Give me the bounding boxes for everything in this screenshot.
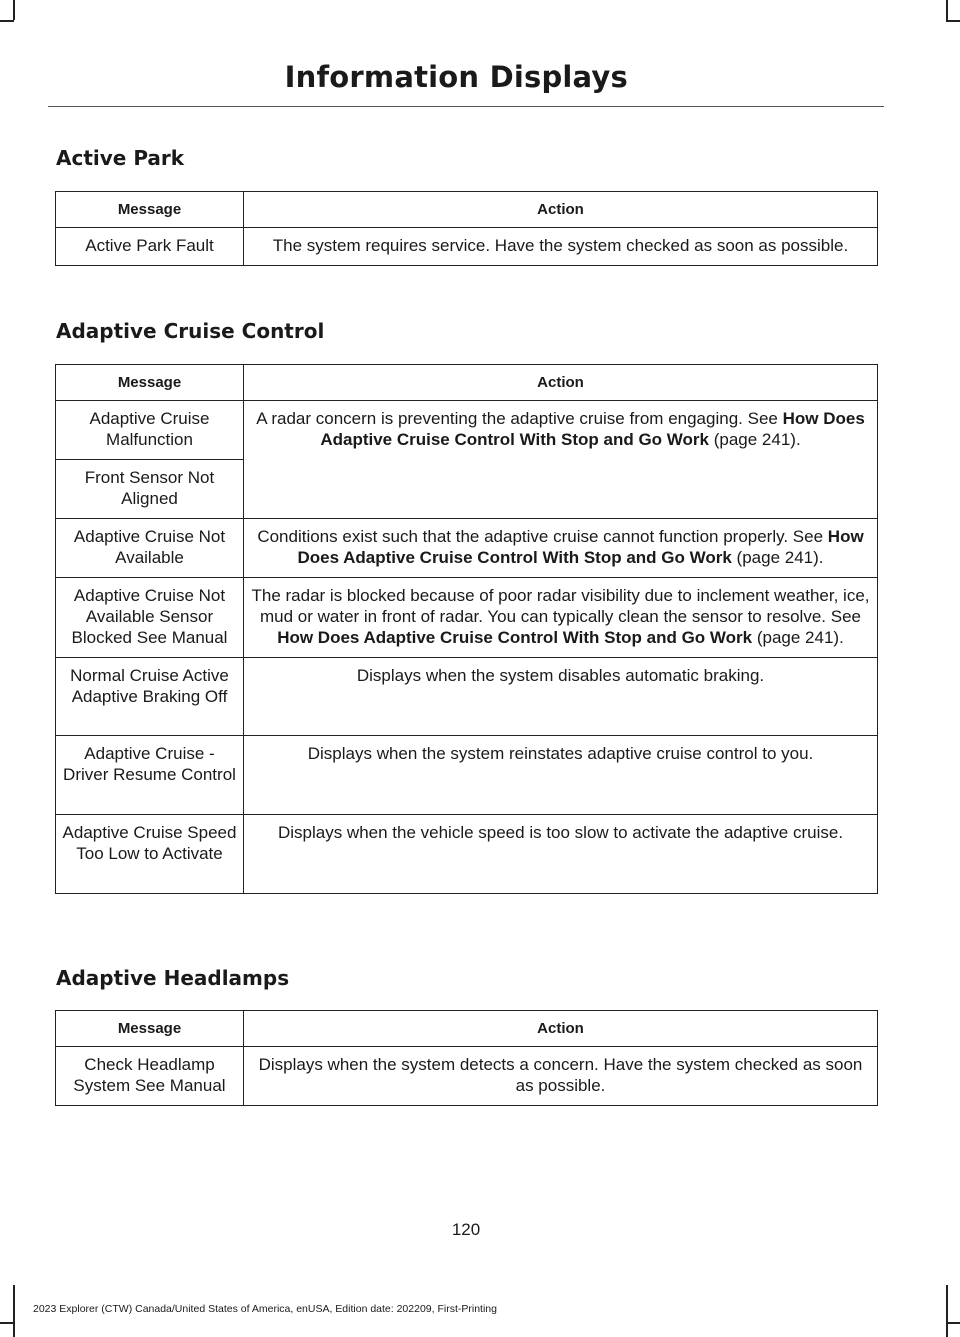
section-title-adaptive-headlamps: Adaptive Headlamps (56, 966, 290, 990)
action-cell (244, 578, 878, 658)
cross-reference-link[interactable]: How Does Adaptive Cruise Control With Stop and Go Work (320, 409, 865, 449)
crop-mark (13, 0, 15, 20)
table-row (56, 578, 878, 658)
crop-mark (946, 1285, 948, 1337)
action-cell (244, 401, 878, 519)
action-cell: Displays when the system disables automatic braking. (244, 658, 878, 736)
page-reference: (page 241). (713, 430, 801, 449)
table-adaptive-headlamps (55, 1010, 878, 1106)
table-header-row (56, 1011, 878, 1047)
column-header-action: Action (244, 192, 878, 228)
cross-reference-link[interactable]: How Does Adaptive Cruise Control With Stop and Go Work (297, 527, 864, 567)
crop-mark (946, 0, 948, 20)
table-header-row (56, 365, 878, 401)
table-row (56, 401, 878, 460)
header-rule (48, 106, 884, 107)
action-cell: Displays when the vehicle speed is too slow to activate the adaptive cruise. (244, 815, 878, 894)
table-row (56, 736, 878, 815)
table-row (56, 1047, 878, 1106)
message-cell: Check Headlamp System See Manual (56, 1047, 244, 1106)
message-cell: Adaptive Cruise Malfunction (56, 401, 244, 460)
column-header-message: Message (56, 192, 244, 228)
action-cell: The system requires service. Have the system checked as soon as possible. (244, 228, 878, 266)
action-cell: Displays when the system reinstates adaptive cruise control to you. (244, 736, 878, 815)
table-row (56, 658, 878, 736)
column-header-action: Action (244, 365, 878, 401)
message-cell: Normal Cruise Active Adaptive Braking Off (56, 658, 244, 736)
page-number: 120 (451, 1220, 481, 1239)
section-title-adaptive-cruise: Adaptive Cruise Control (56, 319, 325, 343)
column-header-action: Action (244, 1011, 878, 1047)
table-header-row (56, 192, 878, 228)
table-adaptive-cruise (55, 364, 878, 894)
crop-mark (946, 20, 960, 22)
action-cell: Displays when the system detects a concern. Have the system checked as soon as possible. (244, 1047, 878, 1106)
cross-reference-link[interactable]: How Does Adaptive Cruise Control With Stop and Go Work (277, 628, 753, 647)
crop-mark (0, 1322, 14, 1324)
crop-mark (0, 20, 14, 22)
action-cell (244, 519, 878, 578)
message-cell: Adaptive Cruise Not Available Sensor Blocked See Manual (56, 578, 244, 658)
message-cell: Front Sensor Not Aligned (56, 460, 244, 519)
crop-mark (13, 1285, 15, 1337)
table-row (56, 815, 878, 894)
message-cell: Adaptive Cruise Not Available (56, 519, 244, 578)
column-header-message: Message (56, 365, 244, 401)
page-header-title: Information Displays (284, 60, 628, 94)
section-title-active-park: Active Park (56, 146, 185, 170)
page-reference: (page 241). (736, 548, 824, 567)
page-reference: (page 241). (756, 628, 844, 647)
action-text: A radar concern is preventing the adaptive cruise from engaging. See (256, 409, 778, 428)
action-text: Conditions exist such that the adaptive cruise cannot function properly. See (257, 527, 824, 546)
message-cell: Adaptive Cruise Speed Too Low to Activate (56, 815, 244, 894)
message-cell: Adaptive Cruise - Driver Resume Control (56, 736, 244, 815)
table-row (56, 228, 878, 266)
message-cell: Active Park Fault (56, 228, 244, 266)
footer-edition-text: 2023 Explorer (CTW) Canada/United States of America, enUSA, Edition date: 202209, First-Printing (33, 1303, 497, 1315)
column-header-message: Message (56, 1011, 244, 1047)
crop-mark (946, 1322, 960, 1324)
table-row (56, 519, 878, 578)
table-active-park (55, 191, 878, 266)
action-text: The radar is blocked because of poor radar visibility due to inclement weather, ice, mud or water in front of radar. You can typically clean the sensor to resolve. See (251, 586, 870, 626)
